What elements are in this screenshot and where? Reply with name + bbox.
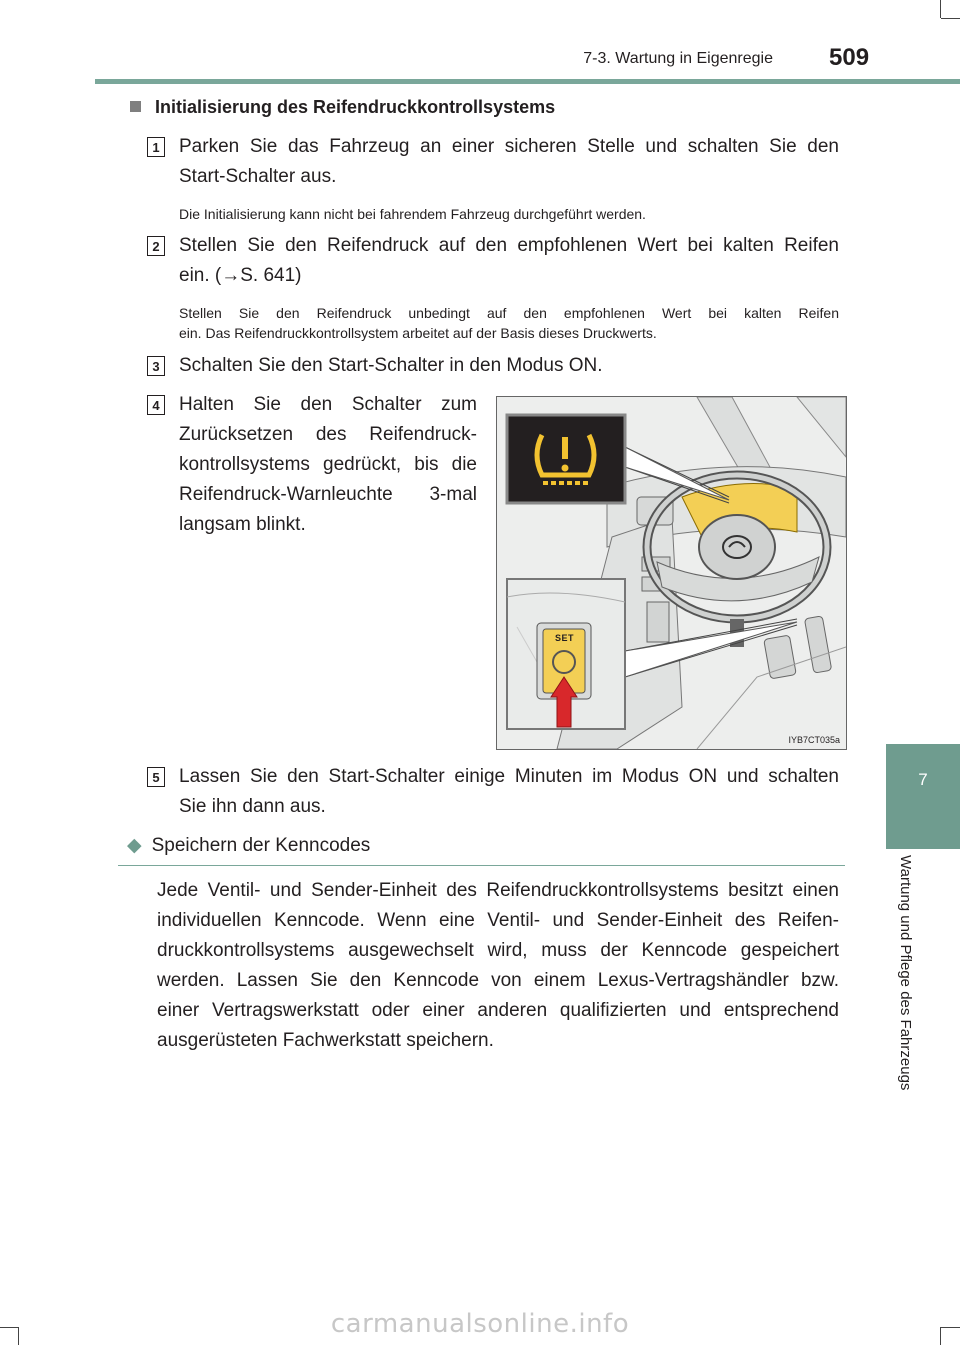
step-4-line2: Zurücksetzen des Reifendruck-: [179, 424, 477, 445]
square-bullet-icon: [130, 101, 141, 112]
paragraph-line: druckkontrollsystems ausgewechselt wird, muss der Kenncode gespeichert: [157, 940, 839, 961]
running-header-section: 7-3. Wartung in Eigenregie: [583, 50, 773, 67]
crop-mark: [940, 0, 941, 18]
step-5-text-line1: Lassen Sie den Start-Schalter einige Minuten im Modus ON und schalten: [179, 766, 839, 787]
step-1-text-line2: Start-Schalter aus.: [179, 166, 337, 187]
step-4-line5: langsam blinkt.: [179, 514, 306, 535]
step-4-line1: Halten Sie den Schalter zum: [179, 394, 477, 415]
section-title-text: Initialisierung des Reifendruckkontrollsystems: [155, 97, 556, 117]
section-title: [130, 97, 555, 118]
subsection-heading: [127, 834, 370, 857]
set-button-label: SET: [555, 633, 575, 643]
step-number-badge: 4: [147, 395, 165, 415]
step-2-note-line2: ein. Das Reifendruckkontrollsystem arbeitet auf der Basis dieses Druckwerts.: [179, 325, 657, 341]
header-rule: [95, 79, 960, 84]
step-number-badge: 2: [147, 236, 165, 256]
subsection-title: Speichern der Kenncodes: [151, 835, 371, 856]
subsection-rule: [118, 865, 845, 866]
step-4-line4: Reifendruck-Warnleuchte 3-mal: [179, 484, 477, 505]
step-2-text-line1: Stellen Sie den Reifendruck auf den empfohlenen Wert bei kalten Reifen: [179, 235, 839, 256]
step-number-badge: 1: [147, 137, 165, 157]
paragraph-line: individuellen Kenncode. Wenn eine Ventil- und Sender-Einheit des Reifen-: [157, 910, 839, 931]
step-5-text-line2: Sie ihn dann aus.: [179, 796, 326, 817]
step-1-text-line1: Parken Sie das Fahrzeug an einer sicheren Stelle und schalten Sie den: [179, 136, 839, 157]
chapter-number: 7: [918, 770, 928, 789]
dashboard-illustration: [496, 396, 847, 750]
step-number-badge: 5: [147, 767, 165, 787]
paragraph-line: ausgerüsteten Fachwerkstatt speichern.: [157, 1030, 494, 1051]
step-number-badge: 3: [147, 356, 165, 376]
page-number: 509: [829, 44, 870, 71]
watermark: carmanualsonline.info: [330, 1309, 630, 1339]
step-2-text-line2: ein. (→S. 641): [179, 265, 302, 286]
step-1-note: Die Initialisierung kann nicht bei fahrendem Fahrzeug durchgeführt werden.: [179, 206, 646, 222]
chapter-tab: [886, 744, 960, 849]
paragraph-line: Jede Ventil- und Sender-Einheit des Reifendruckkontrollsystems besitzt einen: [157, 880, 839, 901]
step-2-note-line1: Stellen Sie den Reifendruck unbedingt auf den empfohlenen Wert bei kalten Reifen: [179, 305, 839, 321]
paragraph-line: einer Vertragswerkstatt oder einer anderen qualifizierten und entsprechend: [157, 1000, 839, 1021]
diamond-bullet-icon: ◆: [127, 835, 142, 856]
dashboard-drawing: [497, 397, 846, 749]
step-3-text: Schalten Sie den Start-Schalter in den Modus ON.: [179, 355, 603, 376]
chapter-title-vertical: Wartung und Pflege des Fahrzeugs: [897, 855, 914, 1091]
figure-code: IYB7CT035a: [788, 735, 840, 745]
paragraph-line: werden. Lassen Sie den Kenncode von einem Lexus-Vertragshändler bzw.: [157, 970, 839, 991]
crop-mark: [941, 18, 960, 19]
step-4-line3: kontrollsystems gedrückt, bis die: [179, 454, 477, 475]
